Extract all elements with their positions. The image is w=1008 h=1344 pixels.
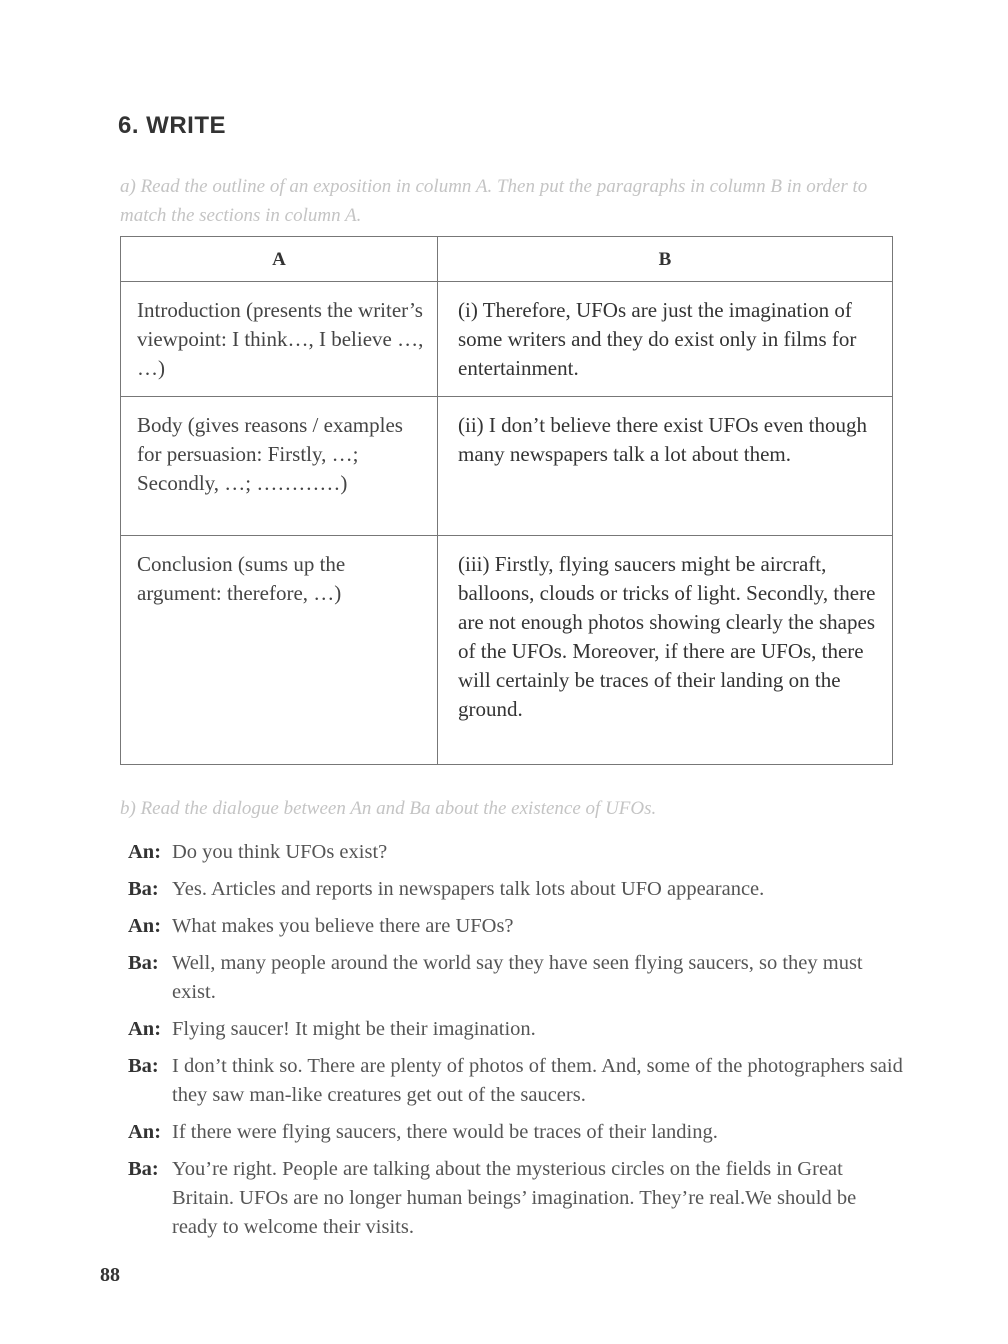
table-row xyxy=(121,282,893,397)
dialogue-line xyxy=(128,875,903,904)
dialogue-line xyxy=(128,1052,903,1110)
speaker-label: An: xyxy=(128,841,162,863)
speaker-label: An: xyxy=(128,1018,162,1040)
dialogue-text: If there were flying saucers, there would be traces of their landing. xyxy=(172,1121,718,1143)
dialogue-text: I don’t think so. There are plenty of photos of them. And, some of the photographers said they saw man-like creatures get out of the saucers. xyxy=(172,1055,903,1106)
dialogue-line xyxy=(128,1118,903,1147)
column-b-header: B xyxy=(438,237,893,282)
outline-table xyxy=(120,236,893,765)
instruction-a: a) Read the outline of an exposition in column A. Then put the paragraphs in column B in order to match the sections in column A. xyxy=(120,176,868,226)
dialogue xyxy=(128,838,903,1250)
dialogue-text: Well, many people around the world say they have seen flying saucers, so they must exist. xyxy=(172,952,863,1003)
table-row xyxy=(121,536,893,765)
speaker-label: Ba: xyxy=(128,952,159,974)
instruction-b: b) Read the dialogue between An and Ba about the existence of UFOs. xyxy=(120,798,657,819)
dialogue-line xyxy=(128,1155,903,1242)
paragraph-cell-iii: (iii) Firstly, flying saucers might be aircraft, balloons, clouds or tricks of light. Secondly, there are not enough photos showing clearly the shapes of the UFOs. Moreover, if there are UFOs, there will certainly be traces of their landing on the ground. xyxy=(438,536,893,765)
dialogue-text: What makes you believe there are UFOs? xyxy=(172,915,514,937)
outline-cell-introduction: Introduction (presents the writer’s viewpoint: I think…, I believe …, …) xyxy=(121,282,438,397)
dialogue-line xyxy=(128,838,903,867)
speaker-label: Ba: xyxy=(128,1158,159,1180)
column-a-header: A xyxy=(121,237,438,282)
speaker-label: Ba: xyxy=(128,878,159,900)
section-title: 6. WRITE xyxy=(118,112,227,139)
paragraph-cell-i: (i) Therefore, UFOs are just the imagination of some writers and they do exist only in films for entertainment. xyxy=(438,282,893,397)
dialogue-text: You’re right. People are talking about the mysterious circles on the fields in Great Britain. UFOs are no longer human beings’ imagination. They’re real.We should be ready to welcome their visits. xyxy=(172,1158,857,1238)
dialogue-line xyxy=(128,1015,903,1044)
dialogue-text: Do you think UFOs exist? xyxy=(172,841,388,863)
table-header-row xyxy=(121,237,893,282)
speaker-label: Ba: xyxy=(128,1055,159,1077)
speaker-label: An: xyxy=(128,915,162,937)
page-number: 88 xyxy=(100,1264,120,1286)
speaker-label: An: xyxy=(128,1121,162,1143)
dialogue-line xyxy=(128,912,903,941)
paragraph-cell-ii: (ii) I don’t believe there exist UFOs even though many newspapers talk a lot about them. xyxy=(438,397,893,536)
outline-cell-body: Body (gives reasons / examples for persuasion: Firstly, …; Secondly, …; …………) xyxy=(121,397,438,536)
table-row xyxy=(121,397,893,536)
outline-cell-conclusion: Conclusion (sums up the argument: therefore, …) xyxy=(121,536,438,765)
dialogue-text: Flying saucer! It might be their imagination. xyxy=(172,1018,536,1040)
dialogue-line xyxy=(128,949,903,1007)
dialogue-text: Yes. Articles and reports in newspapers talk lots about UFO appearance. xyxy=(172,878,765,900)
